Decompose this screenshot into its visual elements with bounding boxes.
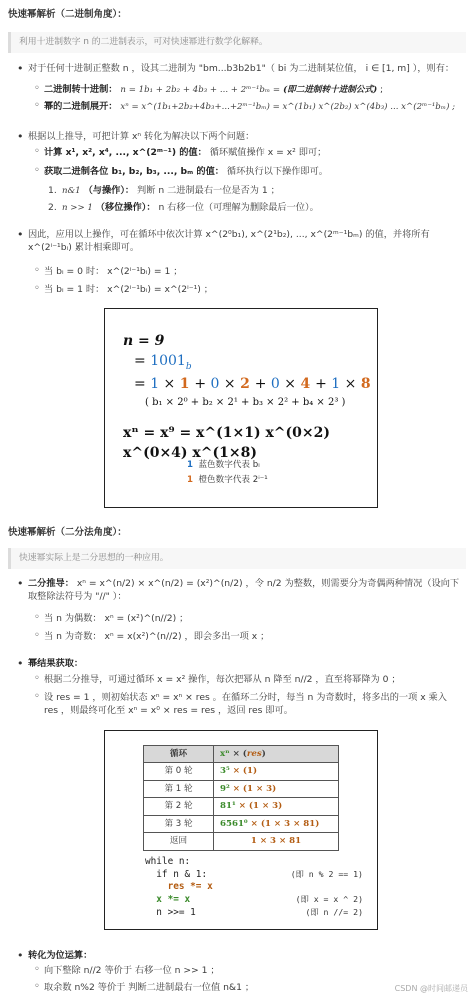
fig1-legend bbox=[187, 459, 268, 487]
s2-b2-label: 幂结果获取： bbox=[28, 658, 84, 669]
section2-title: 快速幂解析（二分法角度）： bbox=[8, 527, 127, 538]
s1-bullet-1 bbox=[8, 62, 468, 75]
s2-bullet-2-sub-1 bbox=[8, 673, 468, 686]
s1-step-2-num: 2. bbox=[48, 202, 57, 213]
fig1-line3-token: 8 bbox=[360, 376, 371, 393]
fig1-legend-blue: 1 蓝色数字代表 bᵢ bbox=[187, 460, 260, 470]
fig1-line-3: = 1 × 1 + 0 × 2 + 0 × 4 + 1 × 8 bbox=[134, 376, 371, 393]
s1-bullet-2-sub-2 bbox=[8, 165, 468, 178]
loop-table-value: 3⁵ × (1) bbox=[214, 763, 339, 780]
s2-bullet-2-sub-2 bbox=[8, 691, 458, 718]
s1-step-2-text: n 右移一位（可理解为删除最后一位）。 bbox=[158, 202, 319, 213]
watermark: CSDN @时间邮递员 bbox=[394, 984, 468, 994]
fig1-line3-token: 4 bbox=[300, 376, 316, 393]
s1-bullet-3 bbox=[8, 228, 463, 255]
s1-b2-sub1-label: 计算 x¹, x², x⁴, ..., x^(2ᵐ⁻¹) 的值： bbox=[44, 147, 207, 158]
loop-table-round: 第 1 轮 bbox=[144, 780, 214, 797]
s1-step-2 bbox=[8, 201, 468, 214]
loop-table-value: 1 × 3 × 81 bbox=[214, 833, 339, 850]
fig1-line3-token: × bbox=[223, 376, 241, 393]
fig1-line4-text: ( b₁ × 2⁰ + b₂ × 2¹ + b₃ × 2² + b₄ × 2³ ) bbox=[145, 397, 346, 409]
section2-quote-text: 快速幂实际上是二分思想的一种应用。 bbox=[19, 553, 169, 563]
loop-table-row bbox=[144, 780, 339, 797]
s1-bullet-1-text: 对于任何十进制正整数 n ，设其二进制为 "bm...b3b2b1"（ bi 为二进制某位值， i ∈ [1, m] ），则有： bbox=[28, 63, 455, 74]
fig1-line-4 bbox=[123, 396, 377, 411]
fig1-line3-token: 1 bbox=[150, 376, 164, 393]
s1-bullet-1-sub-2 bbox=[8, 100, 468, 113]
s2-bullet-3-sub-1 bbox=[8, 964, 468, 977]
s2-bullet-3 bbox=[8, 949, 468, 962]
loop-table-round: 第 3 轮 bbox=[144, 815, 214, 832]
s1-step-2-label: （移位操作）： bbox=[95, 202, 156, 213]
s1-b3-sub1-text: 当 bᵢ = 0 时： x^(2ⁱ⁻¹bᵢ) = 1 ； bbox=[44, 266, 183, 277]
s1-step-1-text: 判断 n 二进制最右一位是否为 1 ； bbox=[137, 185, 280, 196]
section1-title: 快速幂解析（二进制角度）： bbox=[8, 9, 127, 20]
loop-table-round: 第 2 轮 bbox=[144, 798, 214, 815]
s1-bullet-3-text: 因此，应用以上操作，可在循环中依次计算 x^(2⁰b₁), x^(2¹b₂), ..., x^(2ᵐ⁻¹bₘ) 的值，并将所有 x^(2ⁱ⁻¹bᵢ) 累计相乘即可。 bbox=[28, 229, 430, 254]
s1-bullet-2-sub-1 bbox=[8, 146, 468, 159]
fig1-line-2: = $1001_b$ bbox=[134, 353, 192, 373]
s1-bullet-2 bbox=[8, 130, 468, 143]
s1-step-1 bbox=[8, 184, 468, 197]
loop-table-value: 81¹ × (1 × 3) bbox=[214, 798, 339, 815]
s2-b2-sub2-text: 设 res = 1 ，则初始状态 xⁿ = xⁿ × res 。在循环二分时，每当 n 为奇数时，将多出的一项 x 乘入 res ，则最终可化至 xⁿ = x⁰ × res = res ，返回 res 即可。 bbox=[44, 692, 447, 717]
s1-sub1-note: (即二进制转十进制公式) bbox=[283, 85, 378, 95]
s1-step-1-expr: n&1 bbox=[62, 186, 81, 196]
fig1-line3-token: 0 bbox=[270, 376, 285, 393]
s2-b1-sub2-text: 当 n 为奇数： xⁿ = x(x²)^(n//2) ，即会多出一项 x ； bbox=[44, 631, 270, 642]
s2-b3-sub1-text: 向下整除 n//2 等价于 右移一位 n >> 1 ； bbox=[44, 965, 220, 976]
fig1-line3-token: 1 bbox=[331, 376, 345, 393]
fig1-line3-token: + bbox=[315, 376, 332, 393]
figure-binary-search-loop bbox=[104, 730, 378, 930]
fig1-line3-token: + bbox=[194, 376, 211, 393]
s2-b3-label: 转化为位运算： bbox=[28, 950, 93, 961]
code-line: x *= x (即 x = x ^ 2) bbox=[145, 894, 363, 906]
loop-table-round: 第 0 轮 bbox=[144, 763, 214, 780]
s1-b2-sub2-text: 循环执行以下操作即可。 bbox=[226, 166, 328, 177]
loop-table-row bbox=[144, 763, 339, 780]
figure-binary-expansion bbox=[104, 308, 378, 508]
fig1-line3-token: 1 bbox=[179, 376, 195, 393]
fig1-line-1: n = 9 bbox=[123, 333, 165, 349]
fig1-line5-text: xⁿ = x⁹ = x^(1×1) x^(0×2) x^(0×4) x^(1×8) bbox=[123, 424, 330, 462]
s2-bullet-2 bbox=[8, 657, 468, 670]
s1-b3-sub2-text: 当 bᵢ = 1 时： x^(2ⁱ⁻¹bᵢ) = x^(2ⁱ⁻¹) ； bbox=[44, 284, 213, 295]
s2-bullet-1-sub-1 bbox=[8, 612, 468, 625]
loop-table-value: 9² × (1 × 3) bbox=[214, 780, 339, 797]
fig1-line3-token: + bbox=[254, 376, 271, 393]
fig1-line3-token: × bbox=[163, 376, 180, 393]
s1-sub1-label: 二进制转十进制： bbox=[44, 84, 118, 95]
s1-step-2-expr: n >> 1 bbox=[62, 203, 93, 213]
loop-table bbox=[143, 745, 339, 851]
s2-bullet-3-sub-2 bbox=[8, 981, 388, 994]
fig1-line3-token: × bbox=[344, 376, 361, 393]
section2-quote bbox=[8, 548, 466, 569]
s1-sub2-label: 幂的二进制展开： bbox=[44, 101, 118, 112]
code-line: res *= x bbox=[145, 881, 213, 893]
code-line: if n & 1: (即 n % 2 == 1) bbox=[145, 868, 363, 880]
section1-quote bbox=[8, 32, 466, 53]
s2-b1-text: xⁿ = x^(n/2) × x^(n/2) = (x²)^(n/2) ，令 n/2 为整数，则需要分为奇偶两种情况（设向下取整除法符号为 "//" ）： bbox=[28, 578, 460, 603]
fig1-line3-token: × bbox=[284, 376, 301, 393]
s1-bullet-3-sub-1 bbox=[8, 265, 468, 278]
s1-sub2-formula: xⁿ = x^(1b₁+2b₂+4b₃+...+2ᵐ⁻¹bₘ) = x^(1b₁) x^(2b₂) x^(4b₃) ... x^(2ᵐ⁻¹bₘ) ; bbox=[120, 102, 456, 112]
s1-bullet-1-sub-1: ◦ 二进制转十进制： n = 1b₁ + 2b₂ + 4b₃ + ... + 2ᵐ⁻¹bₘ = (即二进制转十进制公式) ; bbox=[8, 83, 468, 96]
s1-bullet-2-text: 根据以上推导，可把计算 xⁿ 转化为解决以下两个问题： bbox=[28, 131, 255, 142]
s2-b1-sub1-text: 当 n 为偶数： xⁿ = (x²)^(n//2) ； bbox=[44, 613, 189, 624]
fig1-binary-number: 1001 bbox=[150, 353, 186, 370]
loop-table-value: 6561⁰ × (1 × 3 × 81) bbox=[214, 815, 339, 832]
loop-code bbox=[145, 856, 375, 919]
section1-quote-text: 利用十进制数字 n 的二进制表示，可对快速幂进行数学化解释。 bbox=[19, 37, 268, 47]
loop-table-header-round: 循环 bbox=[144, 746, 214, 763]
loop-table-row bbox=[144, 833, 339, 850]
loop-table-row bbox=[144, 798, 339, 815]
loop-table-header-value: xⁿ × (res) bbox=[214, 746, 339, 763]
fig1-line-5 bbox=[123, 423, 377, 464]
s2-bullet-1 bbox=[8, 577, 463, 604]
s1-step-1-num: 1. bbox=[48, 185, 57, 196]
fig1-legend-orange: 1 橙色数字代表 2ⁱ⁻¹ bbox=[187, 475, 268, 486]
s1-bullet-3-sub-2 bbox=[8, 283, 468, 296]
fig1-line3-token: 2 bbox=[240, 376, 255, 393]
code-line: n >>= 1 (即 n //= 2) bbox=[145, 906, 363, 918]
s1-sub1-formula: n = 1b₁ + 2b₂ + 4b₃ + ... + 2ᵐ⁻¹bₘ = bbox=[120, 85, 281, 95]
s2-b3-sub2-text: 取余数 n%2 等价于 判断二进制最右一位值 n&1 ； bbox=[44, 982, 255, 993]
s1-step-1-label: （与操作）： bbox=[83, 185, 135, 196]
fig1-line3-token: 0 bbox=[210, 376, 224, 393]
s2-b1-label: 二分推导： bbox=[28, 578, 74, 589]
s2-bullet-1-sub-2 bbox=[8, 630, 468, 643]
code-line: while n: bbox=[145, 856, 191, 867]
s1-b2-sub1-text: 循环赋值操作 x = x² 即可； bbox=[209, 147, 327, 158]
loop-table-round: 返回 bbox=[144, 833, 214, 850]
loop-table-row bbox=[144, 815, 339, 832]
s2-b2-sub1-text: 根据二分推导，可通过循环 x = x² 操作，每次把幂从 n 降至 n//2 ，直至将幂降为 0 ； bbox=[44, 674, 401, 685]
s1-b2-sub2-label: 获取二进制各位 b₁, b₂, b₃, ..., bₘ 的值： bbox=[44, 166, 224, 177]
